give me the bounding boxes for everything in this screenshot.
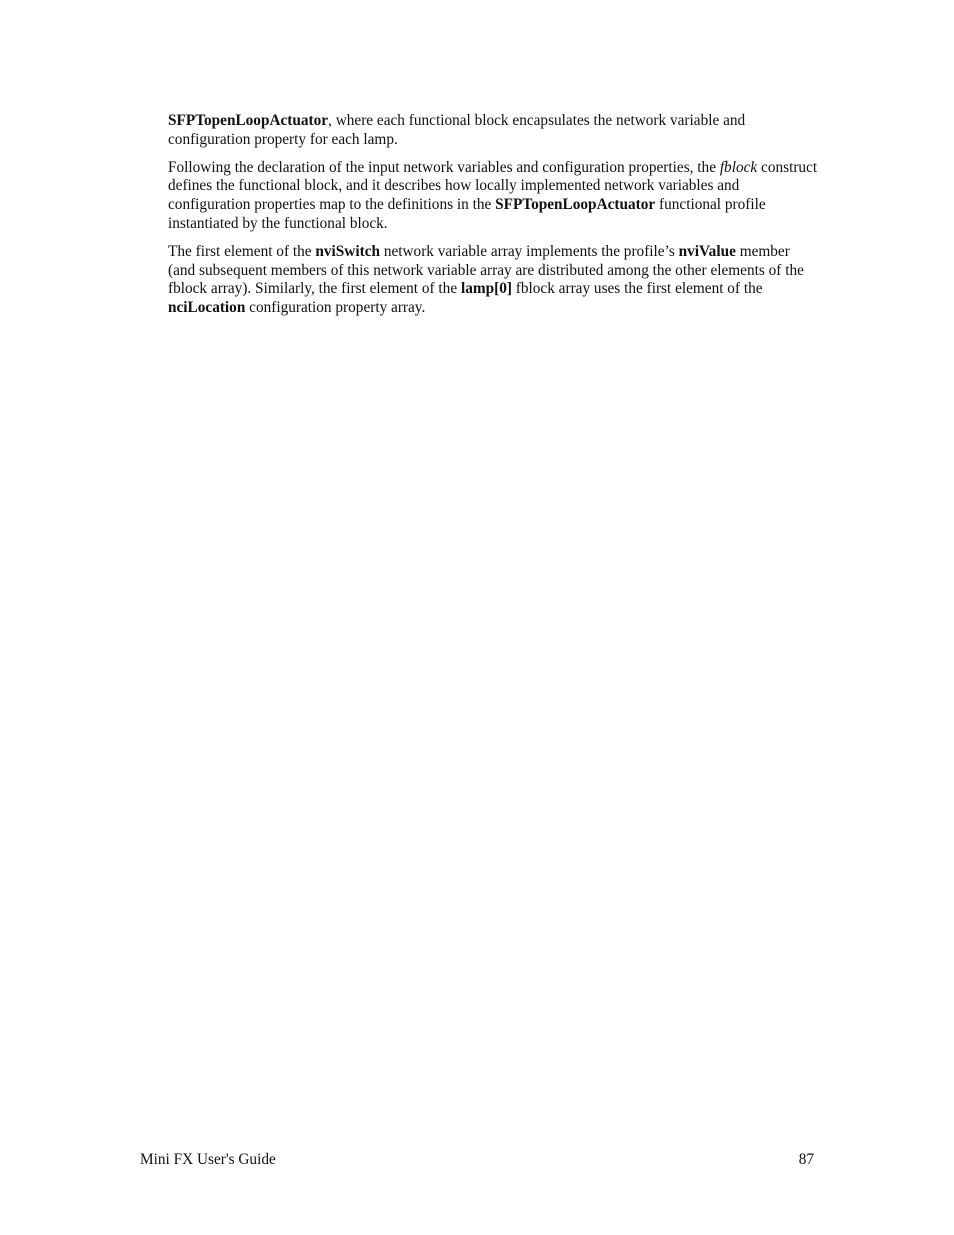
nvi-value-term: nviValue	[678, 242, 736, 260]
profile-name: SFPTopenLoopActuator	[495, 196, 656, 214]
profile-name: SFPTopenLoopActuator	[168, 112, 329, 129]
paragraph-2: Following the declaration of the input network variables and configuration properties, the fblock construct defines the functional block, and it describes how locally implemented network variables and configuration properties map to the definitions in the SFPTopenLoopActuator functional profile instantiated by the functional block.	[168, 158, 818, 232]
paragraph-3: The first element of the nviSwitch network variable array implements the profile’s nviValue member (and subsequent members of this network variable array are distributed among the other elements of the fblock array). Similarly, the first element of the lamp[0] fblock array uses the first element of the nciLocation configuration property array.	[168, 242, 804, 317]
body-text	[168, 112, 818, 327]
nci-location-term: nciLocation	[168, 299, 246, 317]
paragraph-1: SFPTopenLoopActuator, where each functional block encapsulates the network variable and configuration property for each lamp.	[168, 112, 746, 148]
fblock-term: fblock	[719, 158, 758, 176]
nvi-switch-term: nviSwitch	[315, 242, 380, 260]
page-number: 87	[798, 1151, 814, 1168]
lamp-term: lamp[0]	[460, 280, 512, 298]
footer-title: Mini FX User's Guide	[140, 1151, 276, 1168]
